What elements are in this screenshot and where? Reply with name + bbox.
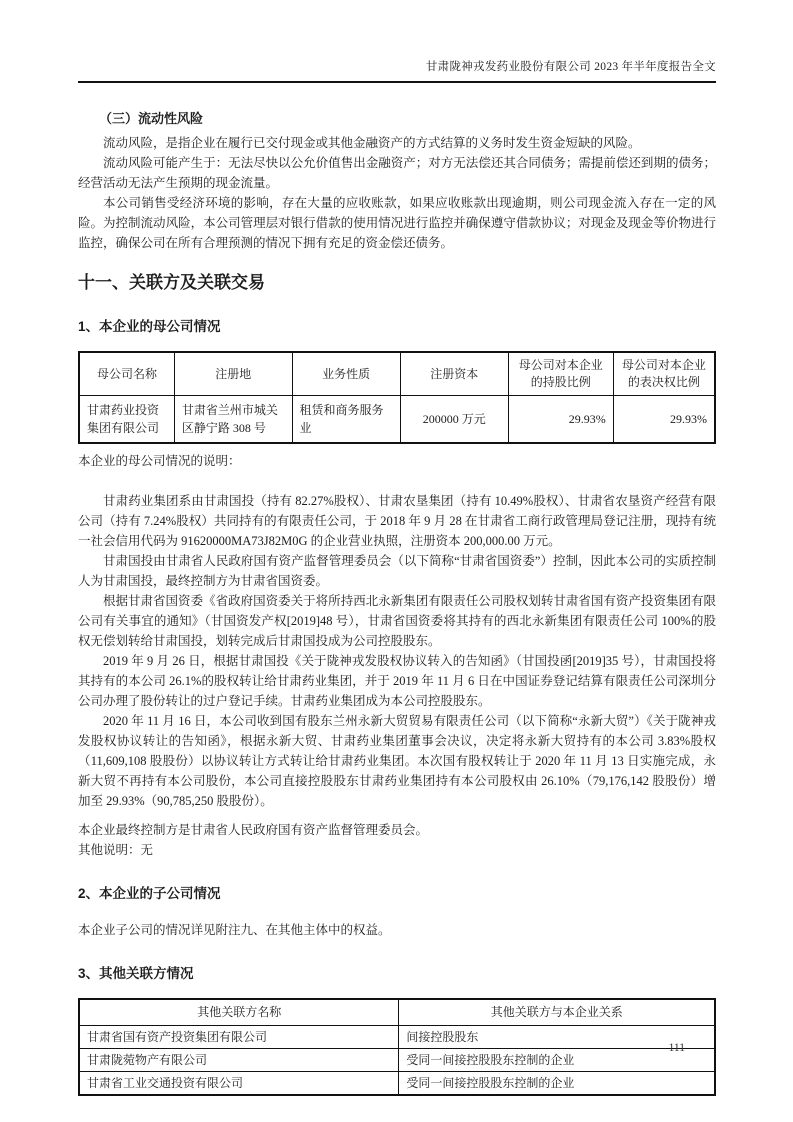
- paragraph: 本公司销售受经济环境的影响，存在大量的应收账款，如果应收账款出现逾期，则公司现金流入存在一定的风险。为控制流动风险，本公司管理层对银行借款的使用情况进行监控并确保遵守借款协议；对现金及现金等价物进行监控，确保公司在所有合理预测的情况下拥有充足的资金偿还债务。: [78, 196, 716, 250]
- table-row: [79, 1049, 715, 1072]
- parent-company-heading: 1、本企业的母公司情况: [78, 319, 221, 334]
- paragraph: 流动风险可能产生于：无法尽快以公允价值售出金融资产；对方无法偿还其合同债务；需提前偿还到期的债务；经营活动无法产生预期的现金流量。: [78, 156, 716, 190]
- page-number: 111: [668, 1042, 685, 1054]
- table-header-cell: 母公司对本企业的持股比例: [508, 352, 613, 396]
- table-cell: 29.93%: [613, 396, 715, 444]
- table-header-cell: 母公司名称: [79, 352, 174, 396]
- paragraph: 甘肃药业集团系由甘肃国投（持有 82.27%股权）、甘肃农垦集团（持有 10.49%股权）、甘肃省农垦资产经营有限公司（持有 7.24%股权）共同持有的有限责任公司，于 2018 年 9 月 28 在甘肃省工商行政管理局登记注册，现持有统一社会信用代码为 91620000MA73J82M0G 的企业营业执照，注册资本 200,000.00 万元。: [78, 494, 716, 548]
- table-header-row: [79, 352, 715, 396]
- table-cell: 甘肃陇菀物产有限公司: [79, 1049, 399, 1072]
- table-cell: 甘肃省国有资产投资集团有限公司: [79, 1026, 399, 1049]
- parent-note-label: 本企业的母公司情况的说明：: [78, 454, 241, 468]
- section-11-heading: 十一、关联方及关联交易: [78, 273, 265, 292]
- paragraph: 本企业子公司的情况详见附注九、在其他主体中的权益。: [78, 923, 391, 937]
- other-related-parties-heading: 3、其他关联方情况: [78, 966, 194, 981]
- paragraph: 甘肃国投由甘肃省人民政府国有资产监督管理委员会（以下简称“甘肃省国资委”）控制，因此本公司的实质控制人为甘肃国投，最终控制方为甘肃省国资委。: [78, 554, 716, 588]
- table-cell: 受同一间接控股股东控制的企业: [399, 1072, 715, 1096]
- paragraph: 流动风险，是指企业在履行已交付现金或其他金融资产的方式结算的义务时发生资金短缺的风险。: [103, 136, 641, 150]
- table-header-cell: 注册地: [174, 352, 292, 396]
- parent-company-table: [78, 351, 716, 444]
- final-controller-note: 本企业最终控制方是甘肃省人民政府国有资产监督管理委员会。: [78, 823, 429, 837]
- table-header-cell: 母公司对本企业的表决权比例: [613, 352, 715, 396]
- document-body: [78, 109, 716, 1096]
- other-related-parties-table: [78, 998, 716, 1096]
- table-cell: 200000 万元: [400, 396, 508, 444]
- table-header-cell: 注册资本: [400, 352, 508, 396]
- paragraph: 2020 年 11 月 16 日，本公司收到国有股东兰州永新大贸贸易有限责任公司（以下简称“永新大贸”）《关于陇神戎发股权协议转让的告知函》，根据永新大贸、甘肃药业集团董事会决议，决定将永新大贸持有的本公司 3.83%股权（11,609,108 股股份）以协议转让方式转让给甘肃药业集团。本次国有股权转让于 2020 年 11 月 13 日实施完成，永新大贸不再持有本公司股份，本公司直接控股股东甘肃药业集团持有本公司股权由 26.10%（79,176,142 股股份）增加至 29.93%（90,785,250 股股份）。: [78, 714, 716, 808]
- table-cell: 间接控股股东: [399, 1026, 715, 1049]
- table-cell: 29.93%: [508, 396, 613, 444]
- table-header-cell: 其他关联方与本企业关系: [399, 999, 715, 1026]
- table-cell: 甘肃省兰州市城关区静宁路 308 号: [174, 396, 292, 444]
- table-row: [79, 1072, 715, 1096]
- subsidiary-heading: 2、本企业的子公司情况: [78, 886, 221, 901]
- paragraph: 2019 年 9 月 26 日，根据甘肃国投《关于陇神戎发股权协议转入的告知函》（甘国投函[2019]35 号），甘肃国投将其持有的本公司 26.1%的股权转让给甘肃药业集团，并于 2019 年 11 月 6 日在中国证券登记结算有限责任公司深圳分公司办理了股份转让的过户登记手续。甘肃药业集团成为本公司控股股东。: [78, 654, 716, 708]
- table-cell: 受同一间接控股股东控制的企业: [399, 1049, 715, 1072]
- table-row: [79, 1026, 715, 1049]
- table-header-cell: 其他关联方名称: [79, 999, 399, 1026]
- table-header-cell: 业务性质: [292, 352, 400, 396]
- table-header-row: [79, 999, 715, 1026]
- liquidity-risk-heading: （三）流动性风险: [99, 111, 204, 126]
- paragraph: 根据甘肃省国资委《省政府国资委关于将所持西北永新集团有限责任公司股权划转甘肃省国有资产投资集团有限公司有关事宜的通知》（甘国资发产权[2019]48 号），甘肃省国资委将其持有的西北永新集团有限责任公司 100%的股权无偿划转给甘肃国投，划转完成后甘肃国投成为公司控股股东。: [78, 594, 716, 648]
- table-cell: 租赁和商务服务业: [292, 396, 400, 444]
- table-row: [79, 396, 715, 444]
- table-cell: 甘肃药业投资集团有限公司: [79, 396, 174, 444]
- document-header-title: 甘肃陇神戎发药业股份有限公司 2023 年半年度报告全文: [78, 58, 716, 83]
- table-cell: 甘肃省工业交通投资有限公司: [79, 1072, 399, 1096]
- other-note: 其他说明：无: [78, 843, 154, 857]
